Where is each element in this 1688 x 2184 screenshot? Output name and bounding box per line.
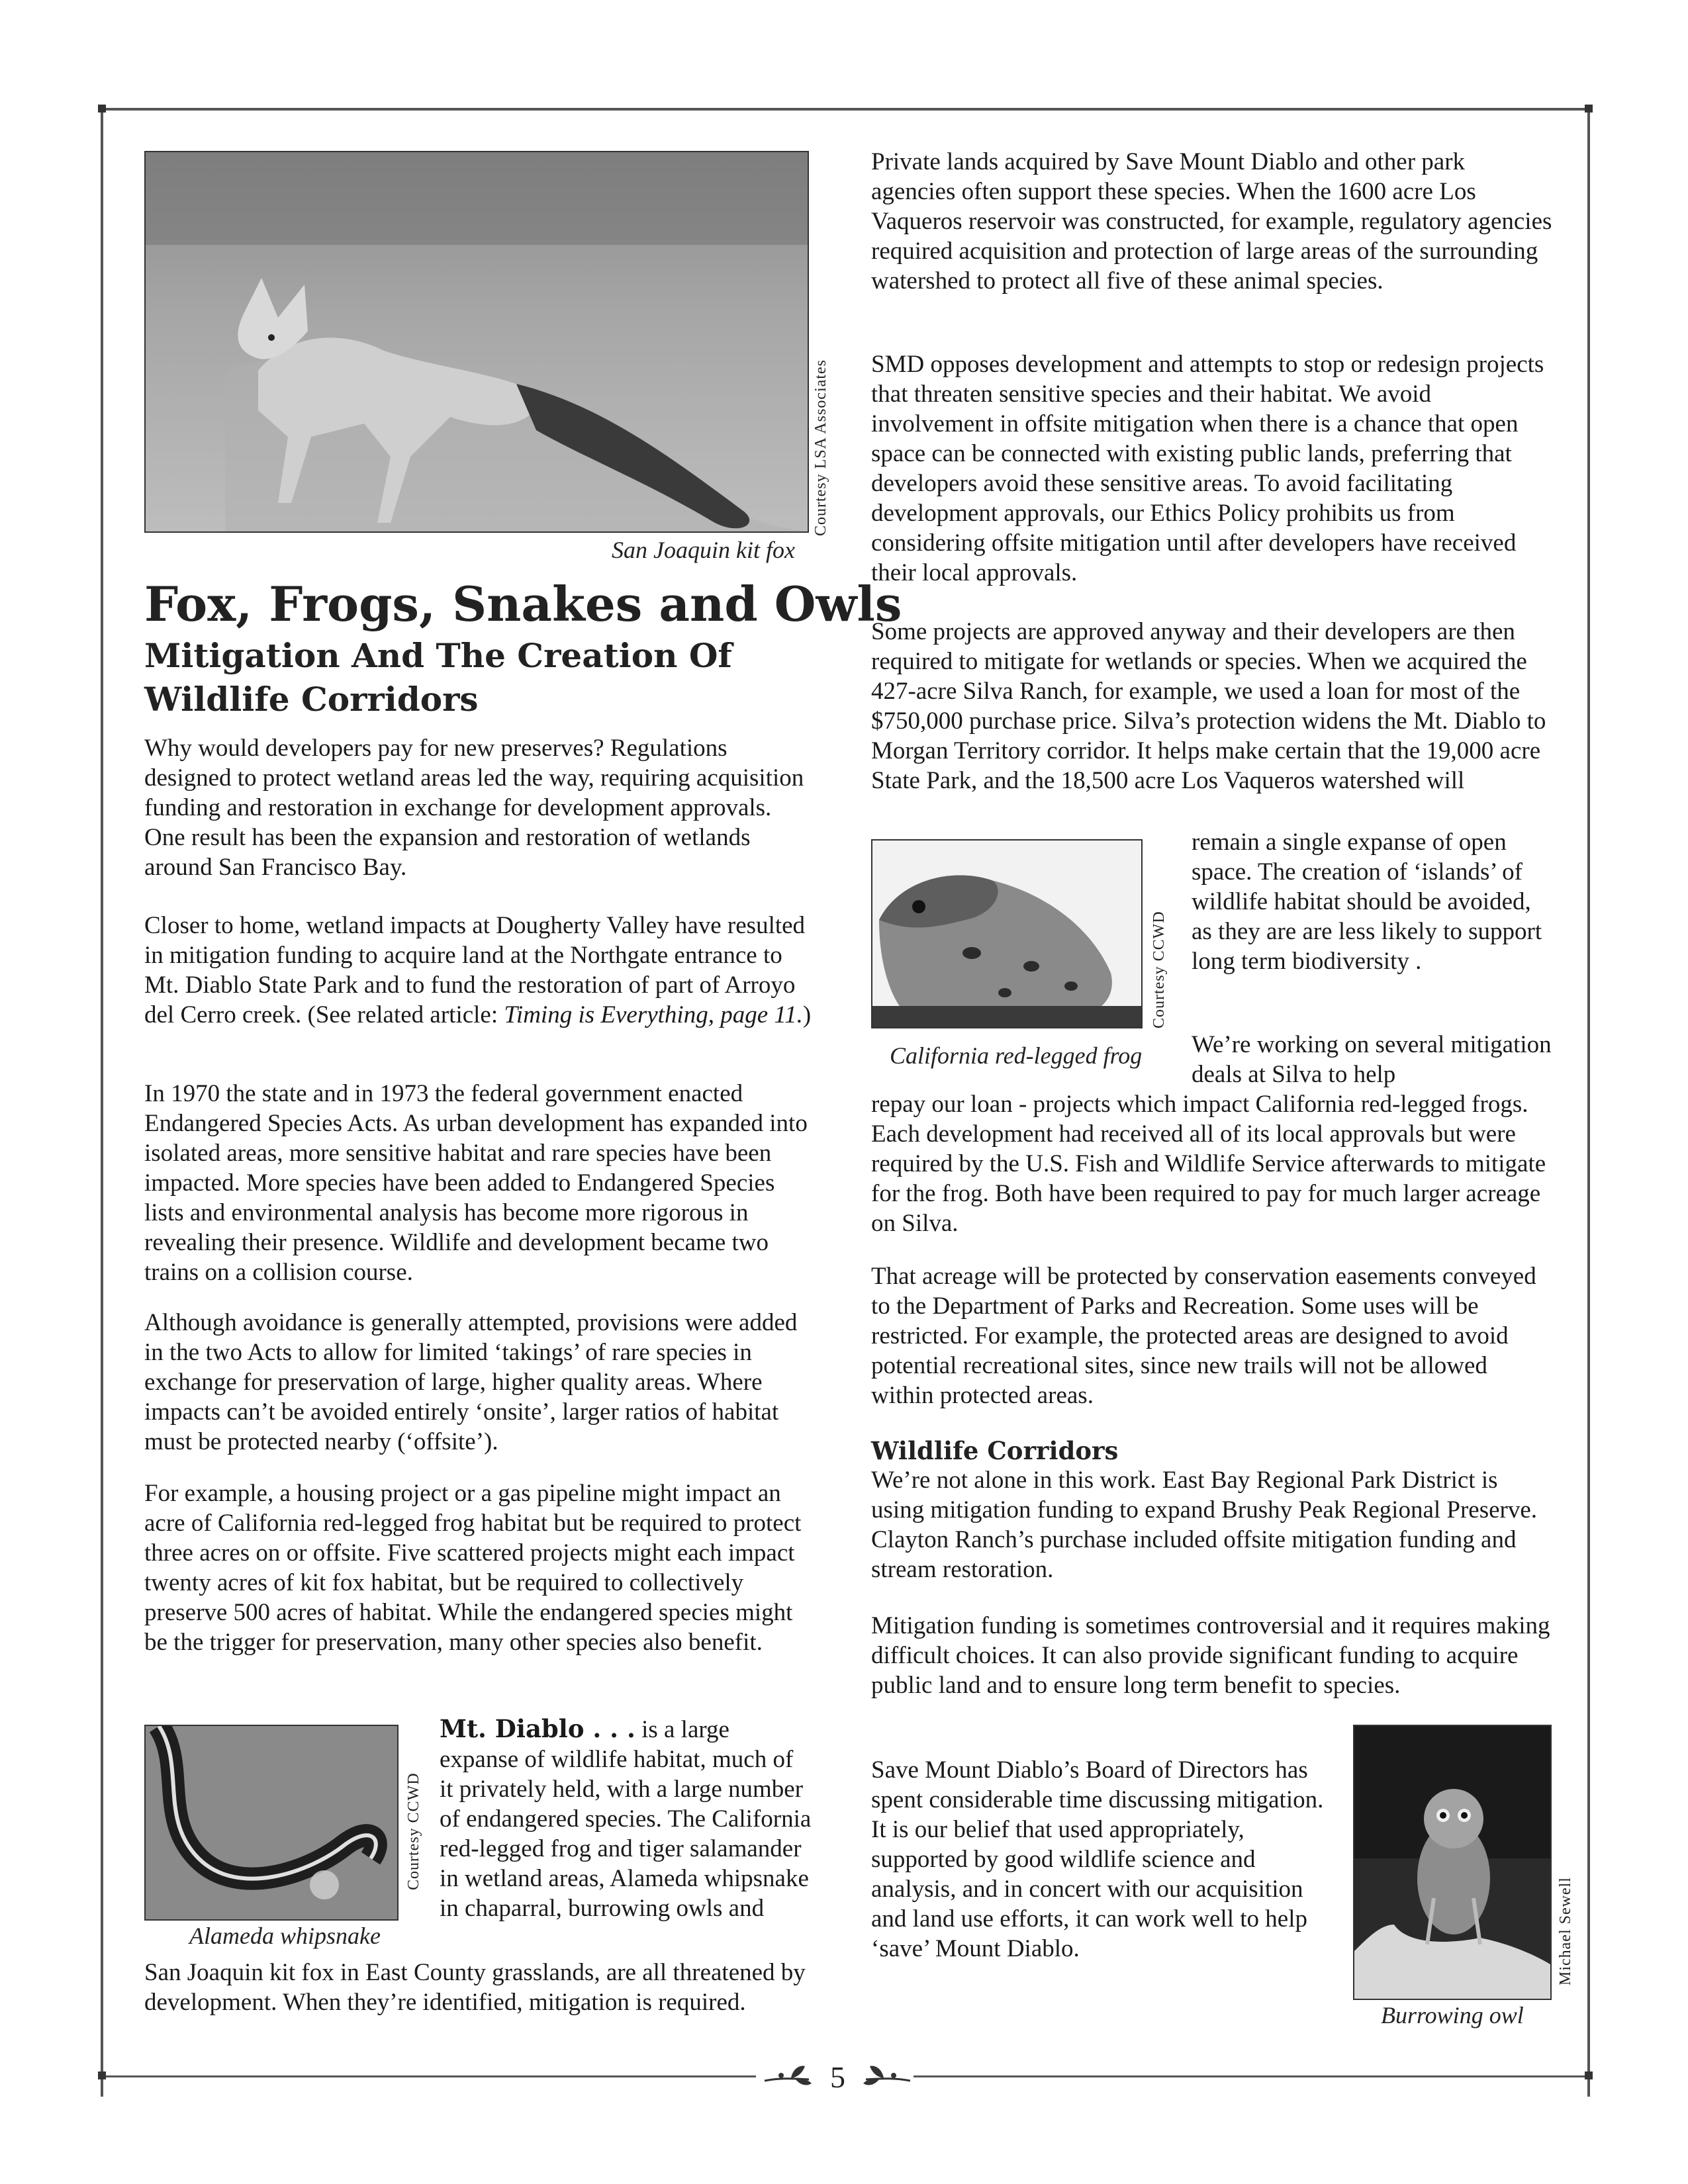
frame-corner (1585, 105, 1593, 113)
left-paragraph-2-end: ) (802, 1001, 812, 1028)
frame-right-line (1587, 108, 1590, 2097)
frog-photo-credit: Courtesy CCWD (1150, 911, 1168, 1028)
page-number: 5 (830, 2060, 845, 2094)
frame-corner (98, 105, 106, 113)
left-paragraph-6-end: San Joaquin kit fox in East County grasslands, are all threatened by development. When they’re identified, mitigation is required. (144, 1959, 806, 2016)
frog-photo-caption: California red-legged frog (890, 1042, 1143, 1069)
right-paragraph-5: That acreage will be protected by conservation easements conveyed to the Department of Parks and Recreation. Some uses will be restricted. For example, the protected areas are designed to avoid potential recreational sites, since new trails will not be allowed within protected areas. (871, 1263, 1536, 1409)
fox-photo-credit: Courtesy LSA Associates (812, 359, 829, 536)
owl-photo-credit: Michael Sewell (1557, 1877, 1574, 1985)
alameda-whipsnake-photo (144, 1725, 399, 1921)
left-paragraph-4: Although avoidance is generally attempted, provisions were added in the two Acts to allow for limited ‘takings’ of rare species in exchange for preservation of large, higher quality areas. Where impacts can’t be avoided entirely ‘onsite’, larger ratios of habitat must be protected nearby (‘offsite’). (144, 1309, 798, 1455)
left-paragraph-1: Why would developers pay for new preserves? Regulations designed to protect wetland areas led the way, requiring acquisition funding and restoration in exchange for development approvals. One result has been the expansion and restoration of wetlands around San Francisco Bay. (144, 735, 804, 881)
left-paragraph-3: In 1970 the state and in 1973 the federal government enacted Endangered Species Acts. As urban development has expanded into isolated areas, more sensitive habitat and rare species have been impacted. More species have been added to Endangered Species lists and environmental analysis has become more rigorous in revealing their presence. Wildlife and development became two trains on a collision course. (144, 1080, 808, 1286)
red-legged-frog-photo (871, 839, 1143, 1028)
article-subtitle: Mitigation And The Creation Of Wildlife Corridors (144, 636, 732, 719)
article-title: Fox, Frogs, Snakes and Owls (144, 576, 902, 632)
frame-bottom-line-right (914, 2075, 1590, 2077)
mt-diablo-lead: Mt. Diablo . . . (440, 1714, 635, 1743)
wildlife-corridors-heading: Wildlife Corridors (871, 1436, 1119, 1465)
right-paragraph-4-wrap: We’re working on several mitigation deals at Silva to help (1192, 1031, 1552, 1088)
right-paragraph-3-wrap: remain a single expanse of open space. The creation of ‘islands’ of wildlife habitat should be avoided, as they are are less likely to support long term biodiversity . (1192, 829, 1542, 975)
frame-left-line (101, 108, 103, 2097)
fox-photo-caption: San Joaquin kit fox (612, 537, 795, 563)
leaf-ornament-left-icon (761, 2060, 814, 2093)
left-paragraph-2 (144, 911, 813, 1030)
right-paragraph-3: Some projects are approved anyway and their developers are then required to mitigate for wetlands or species. When we acquired the 427-acre Silva Ranch, for example, we used a loan for most of the $750,000 purchase price. Silva’s protection widens the Mt. Diablo to Morgan Territory corridor. It helps make certain that the 19,000 acre State Park, and the 18,500 acre Los Vaqueros watershed will (871, 618, 1546, 794)
kit-fox-photo (144, 151, 809, 533)
right-paragraph-1: Private lands acquired by Save Mount Diablo and other park agencies often support these species. When the 1600 acre Los Vaqueros reservoir was constructed, for example, regulatory agencies required acquisition and protection of large areas of the surrounding watershed to protect all five of these animal species. (871, 148, 1552, 295)
left-paragraph-2-text: Closer to home, wetland impacts at Dougherty Valley have resulted in mitigation funding to acquire land at the Northgate entrance to Mt. Diablo State Park and to fund the restoration of part of Arroyo del Cerro creek. (See related article: (144, 912, 806, 1028)
burrowing-owl-photo (1353, 1725, 1552, 2000)
left-paragraph-6 (440, 1714, 813, 1923)
leaf-ornament-right-icon (861, 2060, 914, 2093)
frame-bottom-line-left (101, 2075, 756, 2077)
left-paragraph-6-text: is a large expanse of wildlife habitat, much of it privately held, with a large number of endangered species. The California red-legged frog and tiger salamander in wetland areas, Alameda whipsnake in chaparral, burrowing owls and (440, 1716, 812, 1922)
owl-photo-caption: Burrowing owl (1381, 2002, 1524, 2028)
frame-top-line (101, 108, 1590, 111)
snake-photo-credit: Courtesy CCWD (405, 1772, 422, 1890)
left-paragraph-5: For example, a housing project or a gas pipeline might impact an acre of California red-legged frog habitat but be required to protect three acres on or offsite. Five scattered projects might each impact twenty acres of kit fox habitat, but be required to collectively preserve 500 acres of habitat. While the endangered species might be the trigger for preservation, many other species also benefit. (144, 1480, 802, 1656)
right-paragraph-8: Save Mount Diablo’s Board of Directors has spent considerable time discussing mitigation. It is our belief that used appropriately, supported by good wildlife science and analysis, and in concert with our acquisition and land use efforts, it can work well to help ‘save’ Mount Diablo. (871, 1756, 1324, 1962)
frame-corner (98, 2071, 106, 2079)
right-paragraph-7: Mitigation funding is sometimes controversial and it requires making difficult choices. It can also provide significant funding to acquire public land and to ensure long term benefit to species. (871, 1612, 1550, 1699)
related-article-reference: Timing is Everything, page 11. (504, 1001, 803, 1028)
right-paragraph-2: SMD opposes development and attempts to stop or redesign projects that threaten sensitive species and their habitat. We avoid involvement in offsite mitigation when there is a chance that open space can be connected with existing public lands, preferring that developers avoid these sensitive areas. To avoid facilitating development approvals, our Ethics Policy prohibits us from considering offsite mitigation until after developers have received their local approvals. (871, 351, 1544, 586)
right-paragraph-4: repay our loan - projects which impact California red-legged frogs. Each development had received all of its local approvals but were required by the U.S. Fish and Wildlife Service afterwards to mitigate for the frog. Both have been required to pay for much larger acreage on Silva. (871, 1091, 1546, 1237)
right-paragraph-6: We’re not alone in this work. East Bay Regional Park District is using mitigation funding to expand Brushy Peak Regional Preserve. Clayton Ranch’s purchase included offsite mitigation funding and stream restoration. (871, 1467, 1538, 1583)
snake-photo-caption: Alameda whipsnake (189, 1923, 381, 1949)
frame-corner (1585, 2071, 1593, 2079)
